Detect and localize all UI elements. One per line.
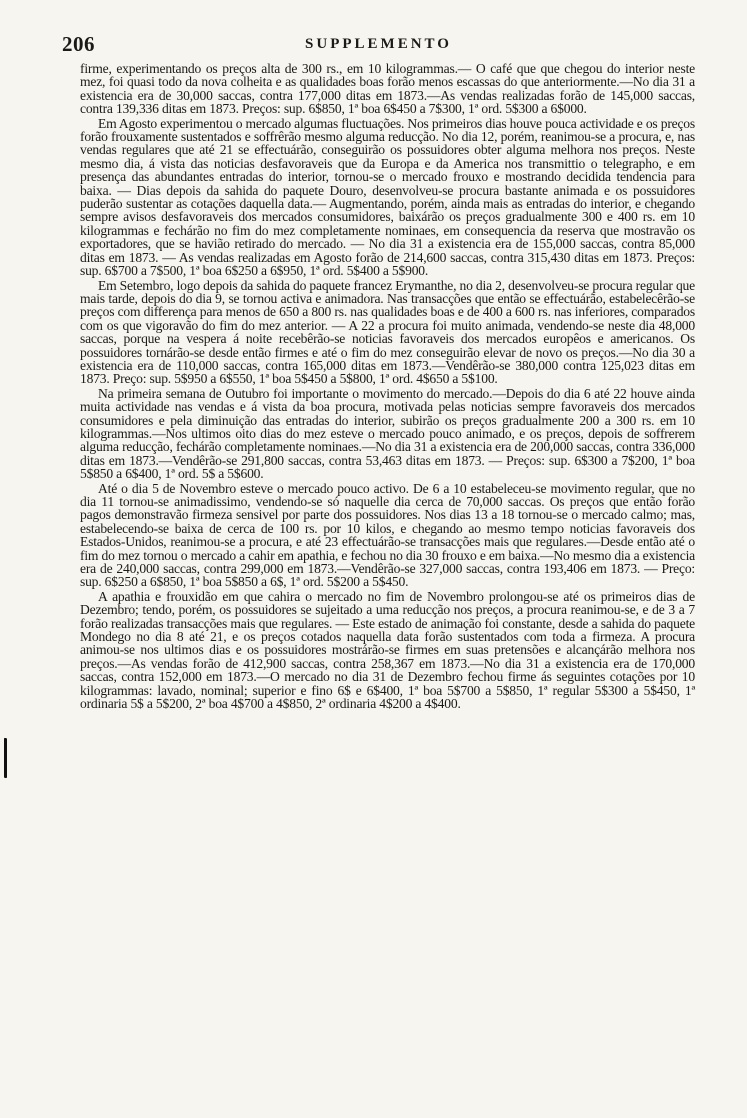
paragraph-july: firme, experimentando os preços alta de 300 rs., em 10 kilogrammas.— O café que que chegou do interior neste mez, foi quasi todo da nova colheita e as qualidades boas forão menos escassas do que anteriormente.—No dia 31 a existencia era de 30,000 saccas, contra 177,000 ditas em 1873.—As vendas realizadas forão de 145,000 saccas, contra 139,336 ditas em 1873. Preços: sup. 6$850, 1ª boa 6$450 a 7$300, 1ª ord. 5$300 a 6$000. xyxy=(80,61,695,117)
paragraph-november: Até o dia 5 de Novembro esteve o mercado pouco activo. De 6 a 10 estabeleceu-se movimento regular, que no dia 11 tornou-se animadissimo, vendendo-se só naquelle dia cerca de 70,000 saccas. Os preços que então forão pagos demonstravão firmeza sensivel por parte dos possuidores. Nos dias 13 a 18 tornou-se o mercado calmo; mas, estabelecendo-se baixa de cerca de 100 rs. por 10 kilos, e chegando ao mesmo tempo noticias favoraveis dos Estados-Unidos, reanimou-se a procura, e até 23 effectuárão-se transacções mais que regulares.—Desde então até o fim do mez tornou o mercado a cahir em apathia, e fechou no dia 30 frouxo e em baixa.—No mesmo dia a existencia era de 240,000 saccas, contra 299,000 em 1873.—Vendêrão-se 327,000 saccas, contra 193,406 em 1873. — Preço: sup. 6$250 a 6$850, 1ª boa 5$850 a 6$, 1ª ord. 5$200 a 5$450. xyxy=(80,480,695,590)
article-body xyxy=(80,62,695,712)
paragraph-december: A apathia e frouxidão em que cahira o mercado no fim de Novembro prolongou-se até os primeiros dias de Dezembro; tendo, porém, os possuidores se sujeitado a uma reducção nos preços, a procura reanimou-se, e de 3 a 7 forão realizadas transacções mais que regulares. — Este estado de animação foi constante, desde a sahida do paquete Mondego no dia 8 até 21, e os preços cotados naquella data forão sustentados com toda a firmeza. A procura animou-se nos ultimos dias e os possuidores mostrárão-se firmes em suas pretensões e alcançárão melhora nos preços.—As vendas forão de 412,900 saccas, contra 258,367 em 1873.—No dia 31 a existencia era de 170,000 saccas, contra 152,000 em 1873.—O mercado no dia 31 de Dezembro fechou firme ás seguintes cotações por 10 kilogrammas: lavado, nominal; superior e fino 6$ e 6$400, 1ª boa 5$700 a 5$850, 1ª regular 5$300 a 5$450, 1ª ordinaria 5$ a 5$200, 2ª boa 4$700 a 4$850, 2ª ordinaria 4$200 a 4$400. xyxy=(80,588,695,712)
page-header xyxy=(62,32,695,56)
paragraph-october: Na primeira semana de Outubro foi importante o movimento do mercado.—Depois do dia 6 até 22 houve ainda muita actividade nas vendas e á vista da boa procura, motivada pelas noticias sempre favoraveis dos mercados consumidores e pela diminuição das entradas do interior, subirão os preços gradualmente 200 a 300 rs. em 10 kilogrammas.—Nos ultimos oito dias do mez esteve o mercado pouco animado, e os preços, depois de soffrerem alguma reducção, fechárão completamente nominaes.—No dia 31 a existencia era de 200,000 saccas, contra 336,000 ditas em 1873.—Vendêrão-se 291,800 saccas, contra 53,463 ditas em 1873. — Preços: sup. 6$300 a 7$200, 1ª boa 5$850 a 6$400, 1ª ord. 5$ a 5$600. xyxy=(80,385,695,482)
running-title: SUPPLEMENTO xyxy=(305,36,452,52)
margin-ink-mark xyxy=(4,738,7,778)
paragraph-september: Em Setembro, logo depois da sahida do paquete francez Erymanthe, no dia 2, desenvolveu-se procura regular que mais tarde, depois do dia 9, se tornou activa e animadora. Nas transacções que então se effectuárão, estabelecêrão-se preços com differença para menos de 650 a 800 rs. nas qualidades boas e de 400 a 600 rs. nas inferiores, comparados com os que vigoravão do fim do mez anterior. — A 22 a procura foi muito animada, vendendo-se neste dia 48,000 saccas, porque na vespera á noite recebêrão-se noticias favoraveis dos mercados europêos e americanos. Os possuidores tornárão-se desde então firmes e até o fim do mez conseguirão elevar de novo os preços.—No dia 30 a existencia era de 110,000 saccas, contra 165,000 ditas em 1873.—Vendêrão-se 380,000 contra 125,023 ditas em 1873. Preço: sup. 5$950 a 6$550, 1ª boa 5$450 a 5$800, 1ª ord. 4$650 a 5$100. xyxy=(80,277,695,387)
paragraph-august: Em Agosto experimentou o mercado algumas fluctuações. Nos primeiros dias houve pouca actividade e os preços forão frouxamente sustentados e soffrêrão mesmo alguma reducção. No dia 12, porém, reanimou-se a procura, e, nas vendas regulares que até 21 se effectuárão, conseguirão os possuidores obter alguma melhora nos preços. Neste mesmo dia, á vista das noticias desfavoraveis que da Europa e da America nos transmittio o telegrapho, e em presença das abundantes entradas do interior, tornou-se o mercado frouxo e mostrando decidida tendencia para baixa. — Dias depois da sahida do paquete Douro, desenvolveu-se procura bastante animada e os possuidores puderão sustentar as cotações daquella data.— Augmentando, porém, ainda mais as entradas do interior, e chegando sempre avisos desfavoraveis dos mercados consumidores, baixárão os preços gradualmente 300 e 400 rs. em 10 kilogrammas e fechárão no fim do mez completamente nominaes, em consequencia da reserva que mostravão os exportadores, que se havião retirado do mercado. — No dia 31 a existencia era de 155,000 saccas, contra 85,000 ditas em 1873. — As vendas realizadas em Agosto forão de 214,600 saccas, contra 315,430 ditas em 1873. Preços: sup. 6$700 a 7$500, 1ª boa 6$250 a 6$950, 1ª ord. 5$400 a 5$900. xyxy=(80,115,695,279)
page-number: 206 xyxy=(62,32,95,56)
